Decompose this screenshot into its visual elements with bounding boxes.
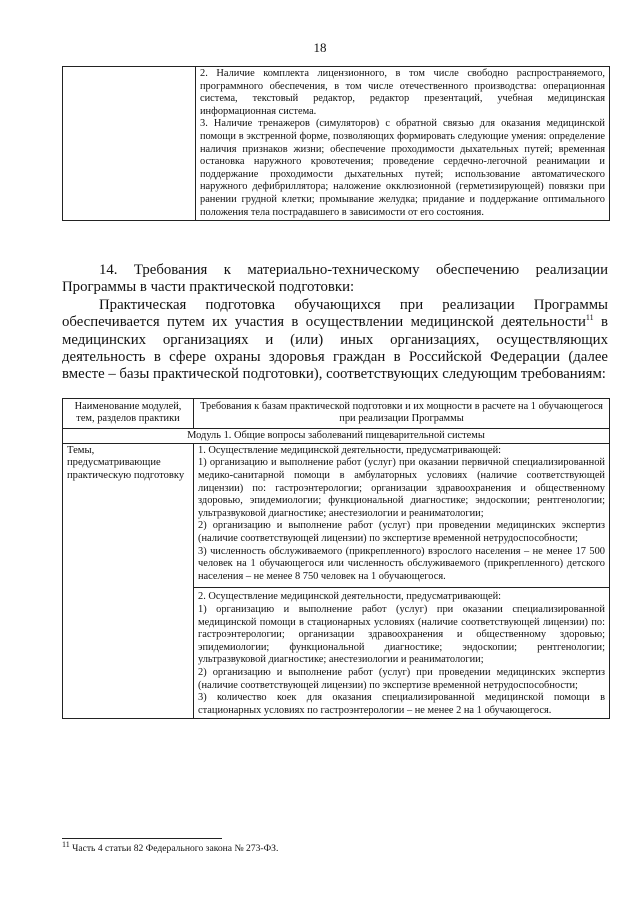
practice-bases-table xyxy=(62,398,610,719)
table-row xyxy=(63,443,610,718)
paragraph-text-part2: в медицинских организациях и (или) иных организациях, осуществляющих деятельность в сфере охраны здоровья граждан в Российской Федерации (далее вместе – базы практической подготовки), соответствующих следующим требованиям: xyxy=(62,314,608,383)
requirement-item-2: 2. Наличие комплекта лицензионного, в том числе свободно распространяемого, программного обеспечения, в том числе отечественного производства: операционная система, текстовый редактор, редактор презентаций, учебная медицинская информационная система. xyxy=(200,68,605,117)
requirement-item-3: 3. Наличие тренажеров (симуляторов) с обратной связью для оказания медицинской помощи в экстренной форме, позволяющих формировать следующие умения: определение наличия признаков жизни; обеспечение проходимости дыхательных путей; временная остановка наружного кровотечения; проведение сердечно-легочной реанимации и поддержание проходимости дыхательных путей; использование автоматического наружного дефибриллятора; наложение окклюзионной (герметизирующей) повязки при ранении грудной клетки; промывание желудка; придание и поддержание оптимального положения тела пострадавшего в зависимости от его состояния. xyxy=(200,118,605,218)
page-number: 18 xyxy=(313,40,327,55)
footnote-text: Часть 4 статьи 82 Федерального закона № 273-ФЗ. xyxy=(69,843,279,854)
requirements-cell xyxy=(194,443,610,718)
block1-title: 1. Осуществление медицинской деятельности, предусматривающей: xyxy=(198,444,502,456)
block1-item1: 1) организацию и выполнение работ (услуг) при оказании первичной специализированной медико-санитарной помощи в амбулаторных условиях (наличие соответствующей лицензии) по: гастроэнтерологии; организации здравоохранения и общественному здоровью, эпидемиологии; функциональной диагностике; эндоскопии; рентгенологии; ультразвуковой диагностике; анестезиологии и реаниматологии; xyxy=(198,457,605,519)
paragraph-text-part1: Практическая подготовка обучающихся при реализации Программы обеспечивается путем их участия в осуществлении медицинской деятельности xyxy=(62,296,608,331)
block2-item1: 1) организацию и выполнение работ (услуг) при оказании специализированной медицинской помощи в стационарных условиях (наличие соответствующей лицензии) по: гастроэнтерологии; организации здравоохранения и общественному здоровью; эпидемиологии; функциональной диагностике; эндоскопии; рентгенологии; ультразвуковой диагностике; анестезиологии и реаниматологии; xyxy=(198,603,605,666)
module-row xyxy=(63,428,610,443)
requirements-cell xyxy=(196,67,610,221)
table-row xyxy=(63,67,610,221)
block1-item3: 3) численность обслуживаемого (прикрепленного) взрослого населения – не менее 17 500 человек на 1 обучающегося или численность обслуживаемого (прикрепленного) детского населения – не менее 8 750 человек на 1 обучающегося. xyxy=(198,545,605,582)
header-right: Требования к базам практической подготовки и их мощности в расчете на 1 обучающегося при реализации Программы xyxy=(194,399,610,429)
footnote-number: 11 xyxy=(62,839,70,849)
section-paragraph xyxy=(62,297,608,384)
block-divider xyxy=(194,587,609,588)
footnote-reference[interactable]: 11 xyxy=(585,313,594,323)
block2-item3: 3) количество коек для оказания специализированной медицинской помощи в стационарных условиях по гастроэнтерологии – не менее 2 на 1 обучающегося. xyxy=(198,692,605,716)
module-title: Модуль 1. Общие вопросы заболеваний пищеварительной системы xyxy=(63,428,610,443)
block2-title: 2. Осуществление медицинской деятельности, предусматривающей: xyxy=(198,591,502,603)
header-left: Наименование модулей, тем, разделов практики xyxy=(63,399,194,429)
table-header-row xyxy=(63,399,610,429)
footnote-divider xyxy=(62,838,222,839)
section-heading: 14. Требования к материально-техническому обеспечению реализации Программы в части практической подготовки: xyxy=(62,262,608,296)
block1-item2: 2) организацию и выполнение работ (услуг) при проведении медицинских экспертиз (наличие соответствующей лицензии) по экспертизе временной нетрудоспособности; xyxy=(198,520,605,544)
topics-label: Темы, предусматривающие практическую подготовку xyxy=(63,443,194,718)
empty-left-cell xyxy=(63,67,196,221)
equipment-table-continued xyxy=(62,66,610,221)
block2-item2: 2) организацию и выполнение работ (услуг) при проведении медицинских экспертиз (наличие соответствующей лицензии) по экспертизе временной нетрудоспособности; xyxy=(198,666,605,691)
section-14 xyxy=(62,262,608,384)
footnote xyxy=(62,839,279,854)
